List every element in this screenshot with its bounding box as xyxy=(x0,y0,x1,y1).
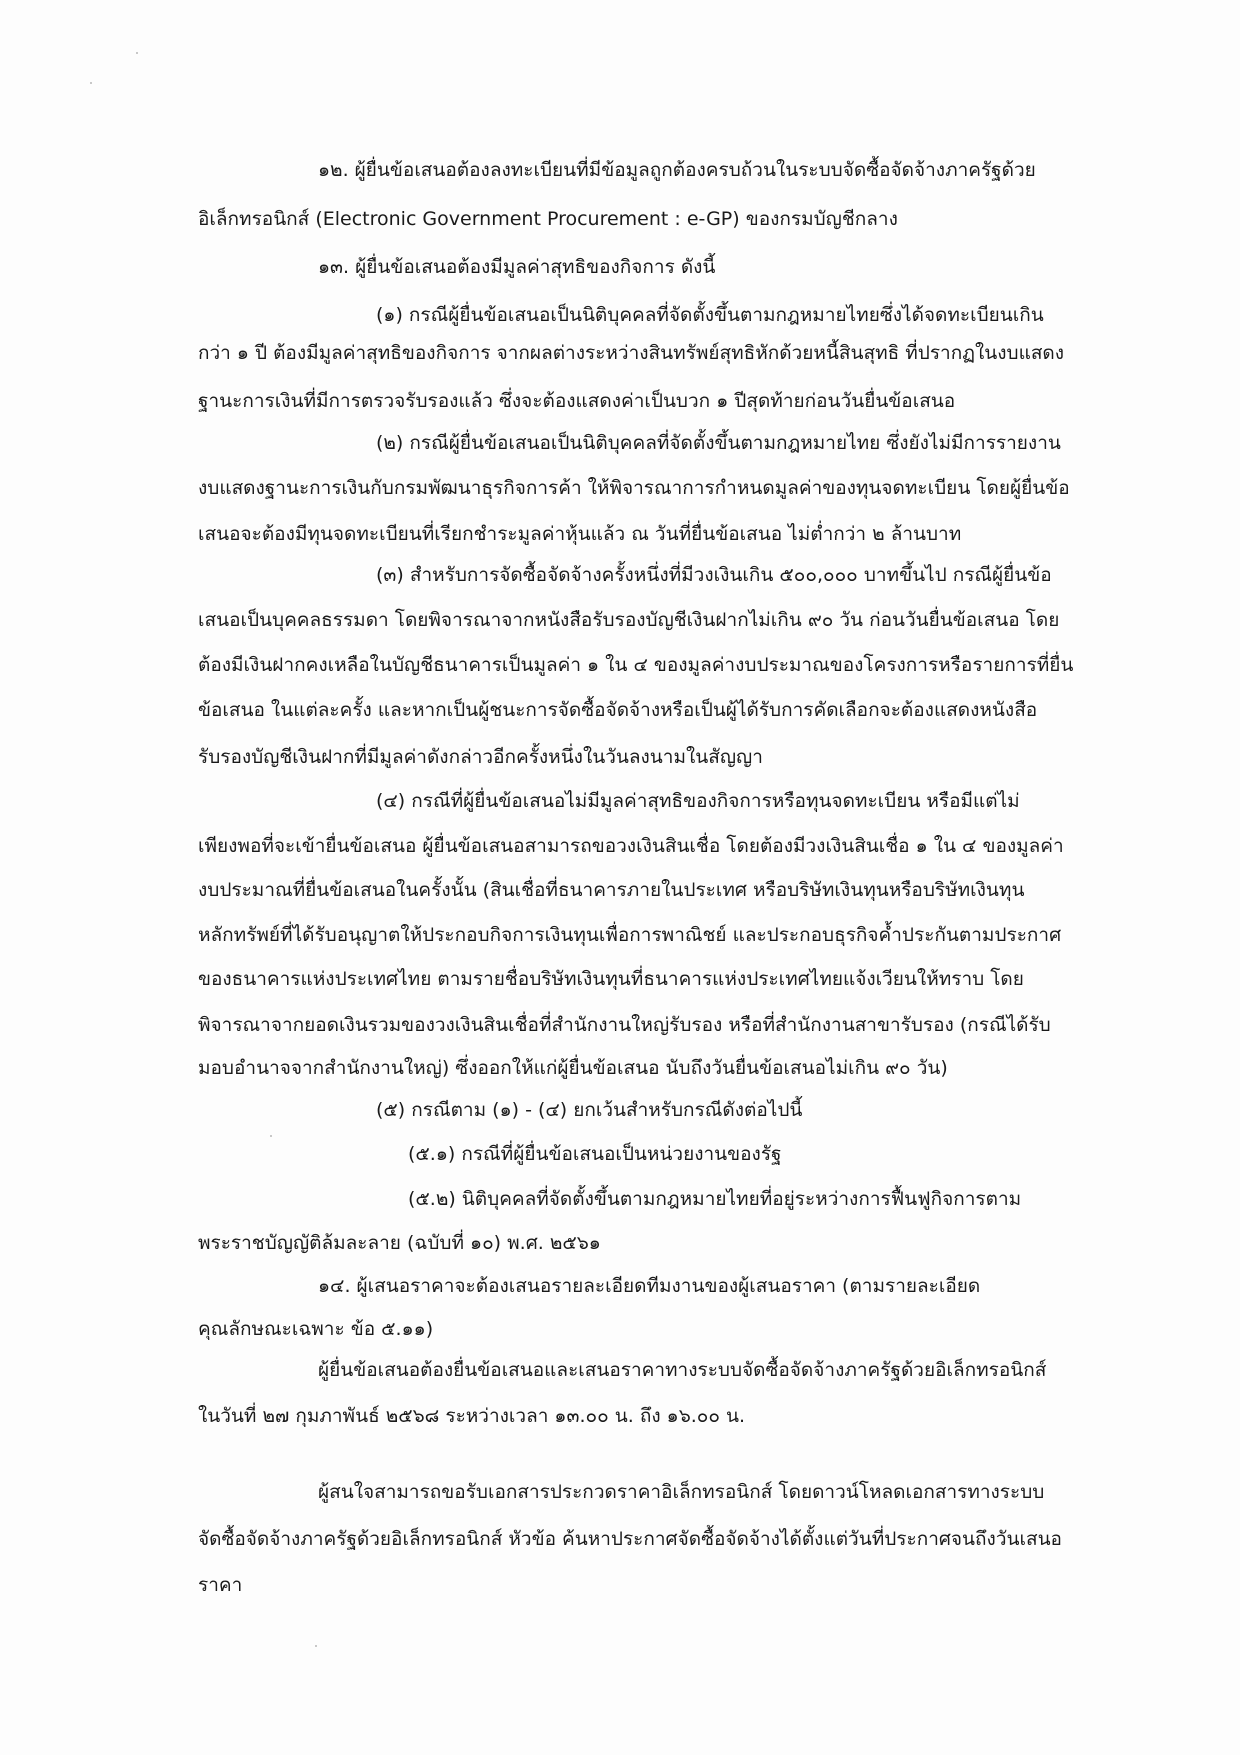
clause-13-3-line-1: (๓) สำหรับการจัดซื้อจัดจ้างครั้งหนึ่งที่มีวงเงินเกิน ๕๐๐,๐๐๐ บาทขึ้นไป กรณีผู้ยื่นข้อ xyxy=(376,564,1052,586)
clause-13-2-line-3: เสนอจะต้องมีทุนจดทะเบียนที่เรียกชำระมูลค่าหุ้นแล้ว ณ วันที่ยื่นข้อเสนอ ไม่ต่ำกว่า ๒ ล้านบาท xyxy=(198,523,962,545)
submission-line-2: ในวันที่ ๒๗ กุมภาพันธ์ ๒๕๖๘ ระหว่างเวลา ๑๓.๐๐ น. ถึง ๑๖.๐๐ น. xyxy=(198,1405,746,1427)
clause-13-4-line-1: (๔) กรณีที่ผู้ยื่นข้อเสนอไม่มีมูลค่าสุทธิของกิจการหรือทุนจดทะเบียน หรือมีแต่ไม่ xyxy=(376,790,1020,812)
clause-13-5-1: (๕.๑) กรณีที่ผู้ยื่นข้อเสนอเป็นหน่วยงานของรัฐ xyxy=(408,1143,782,1165)
scan-speck xyxy=(136,52,138,54)
clause-13-1-line-3: ฐานะการเงินที่มีการตรวจรับรองแล้ว ซึ่งจะต้องแสดงค่าเป็นบวก ๑ ปีสุดท้ายก่อนวันยื่นข้อเสนอ xyxy=(198,390,956,412)
clause-13-heading: ๑๓. ผู้ยื่นข้อเสนอต้องมีมูลค่าสุทธิของกิจการ ดังนี้ xyxy=(318,256,716,278)
clause-13-5-heading: (๕) กรณีตาม (๑) - (๔) ยกเว้นสำหรับกรณีดังต่อไปนี้ xyxy=(376,1099,803,1121)
clause-13-2-line-2: งบแสดงฐานะการเงินกับกรมพัฒนาธุรกิจการค้า ให้พิจารณาการกำหนดมูลค่าของทุนจดทะเบียน โดยผู้ยื่นข้อ xyxy=(198,477,1070,499)
clause-14-line-2: คุณลักษณะเฉพาะ ข้อ ๕.๑๑) xyxy=(198,1318,434,1340)
clause-13-3-line-5: รับรองบัญชีเงินฝากที่มีมูลค่าดังกล่าวอีกครั้งหนึ่งในวันลงนามในสัญญา xyxy=(198,746,763,768)
clause-13-4-line-7: มอบอำนาจจากสำนักงานใหญ่) ซึ่งออกให้แก่ผู้ยื่นข้อเสนอ นับถึงวันยื่นข้อเสนอไม่เกิน ๙๐ วัน) xyxy=(198,1057,948,1079)
clause-12-line-2: อิเล็กทรอนิกส์ (Electronic Government Procurement : e-GP) ของกรมบัญชีกลาง xyxy=(198,208,898,230)
clause-13-4-line-5: ของธนาคารแห่งประเทศไทย ตามรายชื่อบริษัทเงินทุนที่ธนาคารแห่งประเทศไทยแจ้งเวียนให้ทราบ โดย xyxy=(198,968,1024,990)
scan-speck xyxy=(315,1645,317,1647)
clause-13-1-line-1: (๑) กรณีผู้ยื่นข้อเสนอเป็นนิติบุคคลที่จัดตั้งขึ้นตามกฎหมายไทยซึ่งได้จดทะเบียนเกิน xyxy=(376,304,1044,326)
clause-13-3-line-4: ข้อเสนอ ในแต่ละครั้ง และหากเป็นผู้ชนะการจัดซื้อจัดจ้างหรือเป็นผู้ได้รับการคัดเลือกจะต้องแสดงหนังสือ xyxy=(198,699,1038,721)
clause-13-3-line-3: ต้องมีเงินฝากคงเหลือในบัญชีธนาคารเป็นมูลค่า ๑ ใน ๔ ของมูลค่างบประมาณของโครงการหรือรายการที่ยื่น xyxy=(198,654,1074,676)
clause-13-4-line-4: หลักทรัพย์ที่ได้รับอนุญาตให้ประกอบกิจการเงินทุนเพื่อการพาณิชย์ และประกอบธุรกิจค้ำประกันตามประกาศ xyxy=(198,924,1062,946)
documents-line-2: จัดซื้อจัดจ้างภาครัฐด้วยอิเล็กทรอนิกส์ หัวข้อ ค้นหาประกาศจัดซื้อจัดจ้างได้ตั้งแต่วันที่ประกาศจนถึงวันเสนอ xyxy=(198,1528,1062,1550)
clause-14-line-1: ๑๔. ผู้เสนอราคาจะต้องเสนอรายละเอียดทีมงานของผู้เสนอราคา (ตามรายละเอียด xyxy=(318,1275,981,1297)
scan-speck xyxy=(270,1135,272,1137)
clause-12-line-1: ๑๒. ผู้ยื่นข้อเสนอต้องลงทะเบียนที่มีข้อมูลถูกต้องครบถ้วนในระบบจัดซื้อจัดจ้างภาครัฐด้วย xyxy=(318,159,1036,181)
submission-line-1: ผู้ยื่นข้อเสนอต้องยื่นข้อเสนอและเสนอราคาทางระบบจัดซื้อจัดจ้างภาครัฐด้วยอิเล็กทรอนิกส์ xyxy=(318,1359,1047,1381)
documents-line-1: ผู้สนใจสามารถขอรับเอกสารประกวดราคาอิเล็กทรอนิกส์ โดยดาวน์โหลดเอกสารทางระบบ xyxy=(318,1481,1045,1503)
clause-13-1-line-2: กว่า ๑ ปี ต้องมีมูลค่าสุทธิของกิจการ จากผลต่างระหว่างสินทรัพย์สุทธิหักด้วยหนี้สินสุทธิ ที่ปรากฏในงบแสดง xyxy=(198,342,1065,364)
clause-13-4-line-6: พิจารณาจากยอดเงินรวมของวงเงินสินเชื่อที่สำนักงานใหญ่รับรอง หรือที่สำนักงานสาขารับรอง (กรณีได้รับ xyxy=(198,1014,1051,1036)
clause-13-5-2-line-2: พระราชบัญญัติล้มละลาย (ฉบับที่ ๑๐) พ.ศ. ๒๕๖๑ xyxy=(198,1232,601,1254)
clause-13-5-2-line-1: (๕.๒) นิติบุคคลที่จัดตั้งขึ้นตามกฎหมายไทยที่อยู่ระหว่างการฟื้นฟูกิจการตาม xyxy=(408,1188,1022,1210)
clause-13-3-line-2: เสนอเป็นบุคคลธรรมดา โดยพิจารณาจากหนังสือรับรองบัญชีเงินฝากไม่เกิน ๙๐ วัน ก่อนวันยื่นข้อเสนอ โดย xyxy=(198,609,1060,631)
clause-13-2-line-1: (๒) กรณีผู้ยื่นข้อเสนอเป็นนิติบุคคลที่จัดตั้งขึ้นตามกฎหมายไทย ซึ่งยังไม่มีการรายงาน xyxy=(376,432,1061,454)
documents-line-3: ราคา xyxy=(198,1574,243,1596)
clause-13-4-line-3: งบประมาณที่ยื่นข้อเสนอในครั้งนั้น (สินเชื่อที่ธนาคารภายในประเทศ หรือบริษัทเงินทุนหรือบริษัทเงินทุน xyxy=(198,879,1025,901)
clause-13-4-line-2: เพียงพอที่จะเข้ายื่นข้อเสนอ ผู้ยื่นข้อเสนอสามารถขอวงเงินสินเชื่อ โดยต้องมีวงเงินสินเชื่อ ๑ ใน ๔ ของมูลค่า xyxy=(198,835,1064,857)
scan-speck xyxy=(90,82,92,84)
